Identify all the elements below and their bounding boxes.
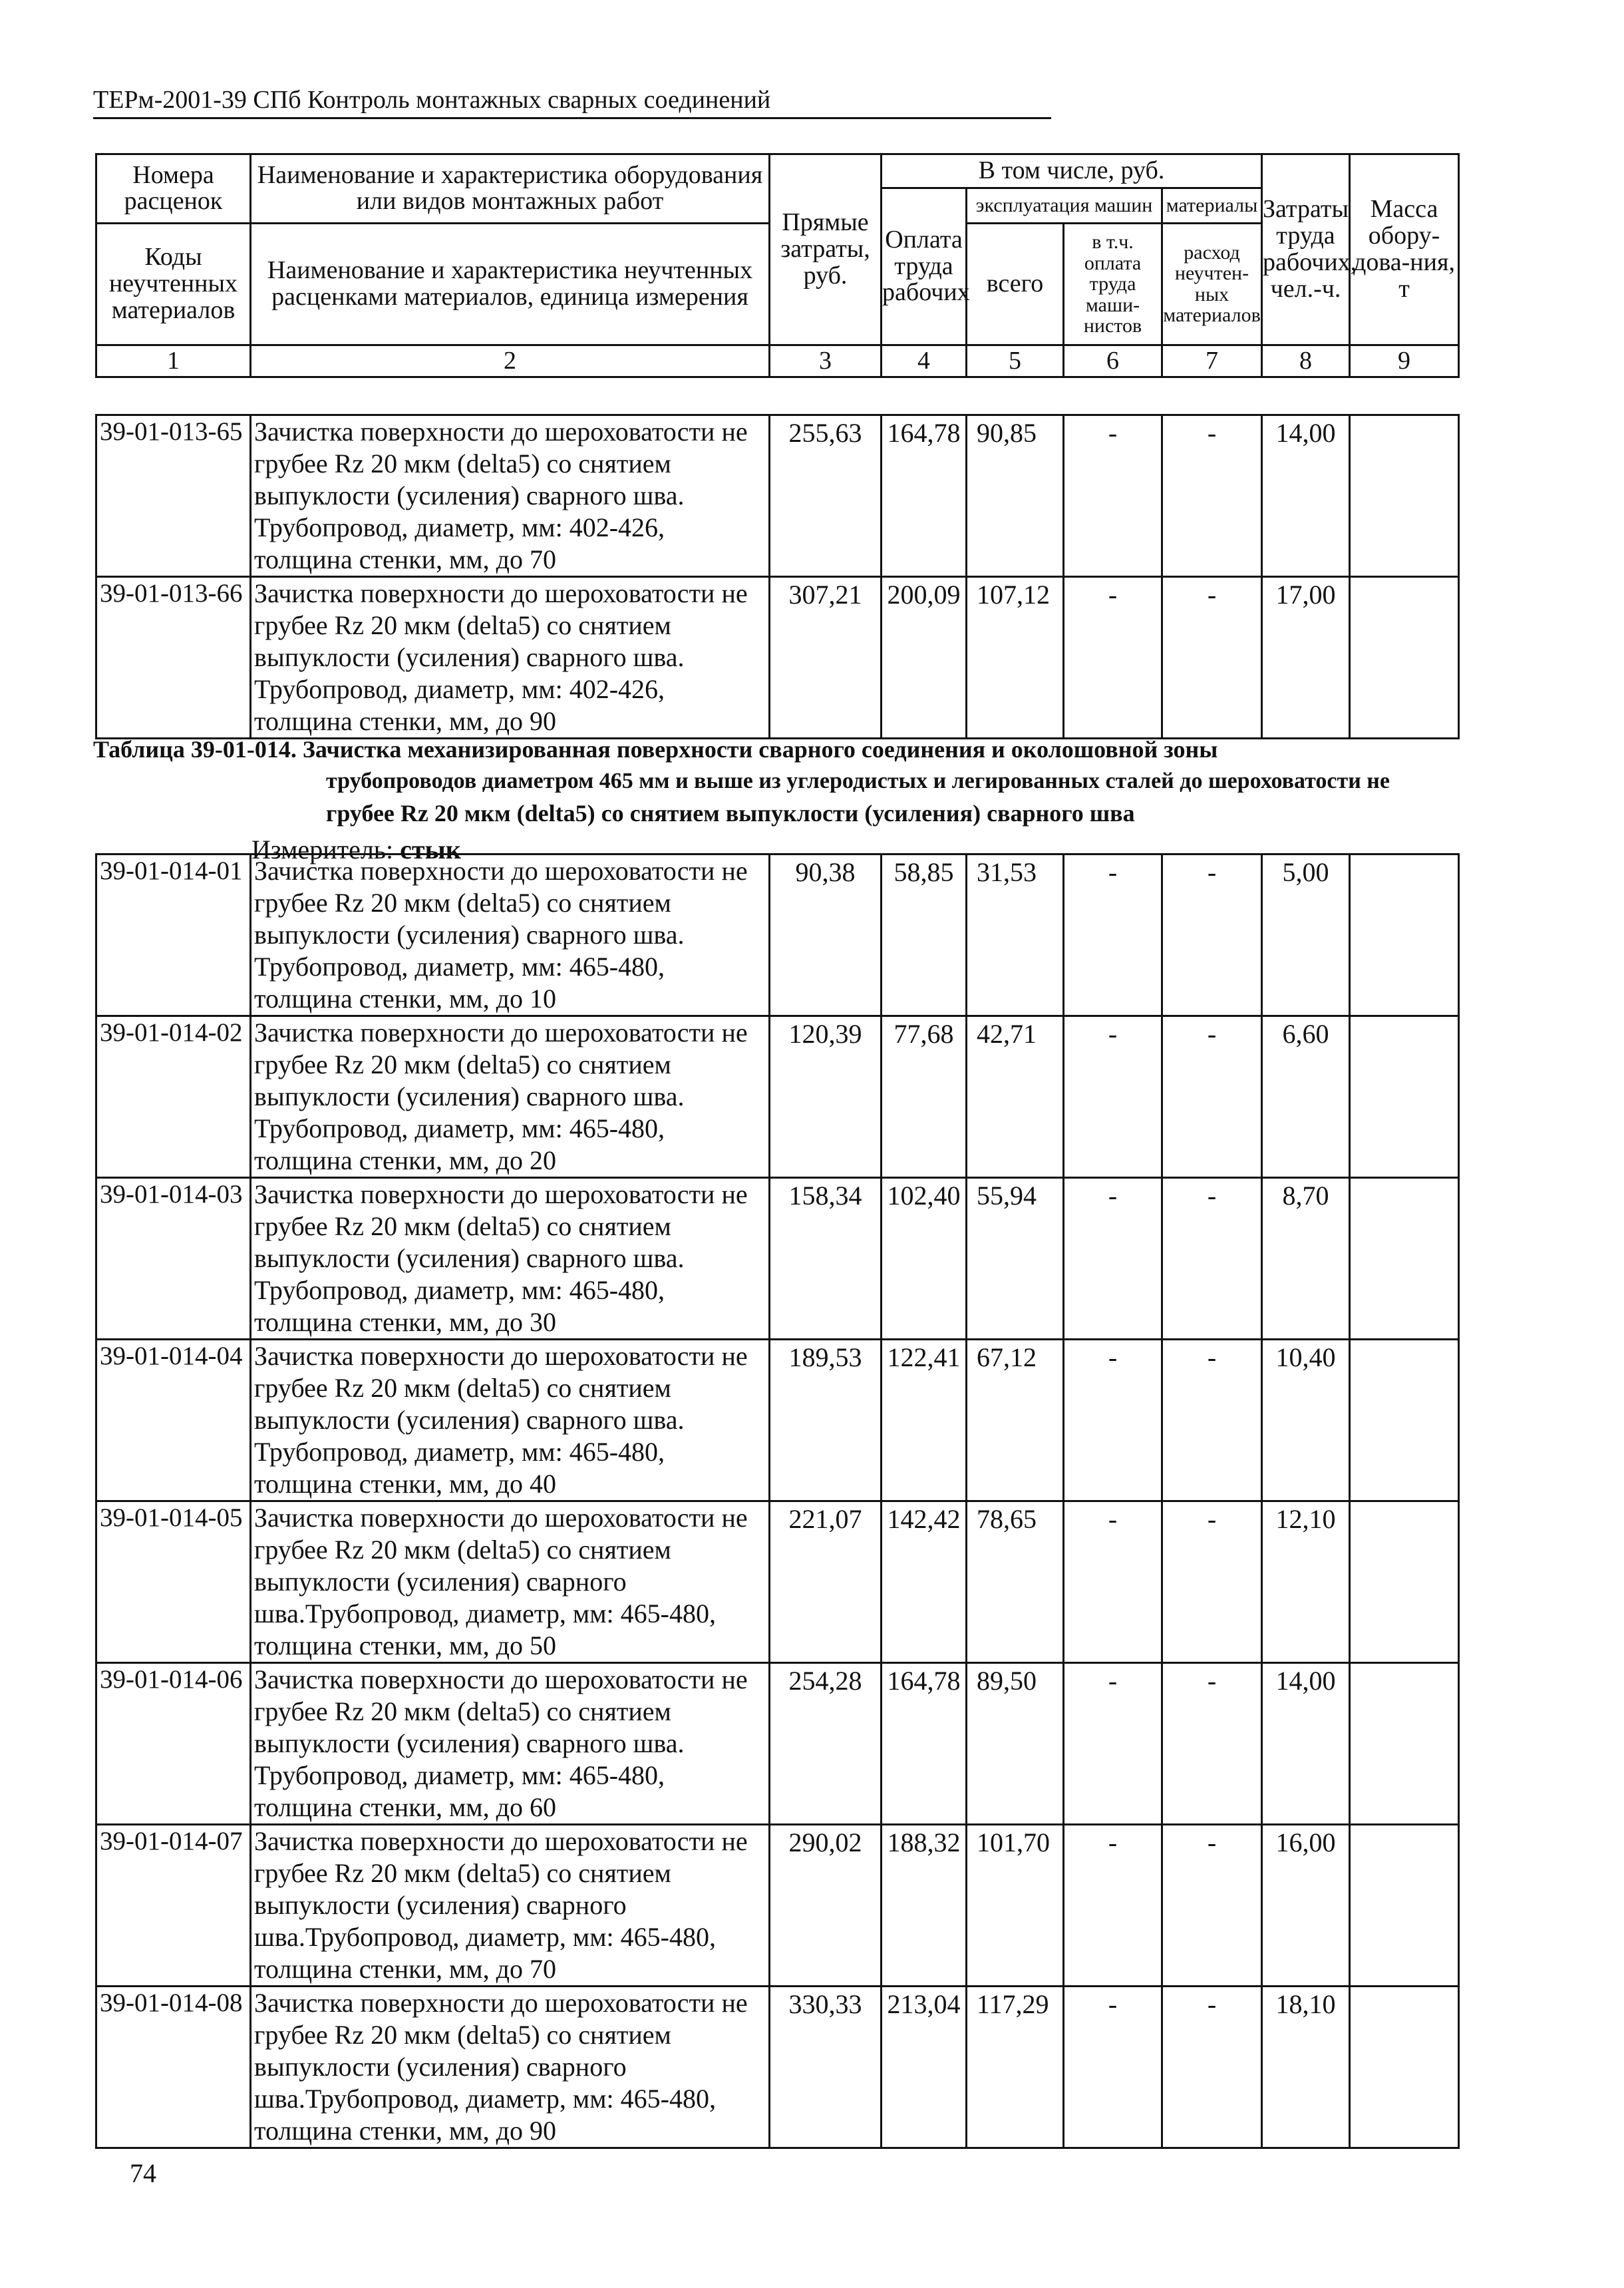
labor-pay-value: 77,68 xyxy=(882,1016,967,1178)
materials-value: - xyxy=(1162,1178,1262,1340)
table-row xyxy=(96,577,1459,739)
materials-value: - xyxy=(1162,1825,1262,1987)
mass-value xyxy=(1350,1987,1459,2148)
machinists-pay-value: - xyxy=(1064,855,1162,1016)
direct-costs-value: 120,39 xyxy=(770,1016,882,1178)
mass-value xyxy=(1350,1825,1459,1987)
rate-description: Зачистка поверхности до шероховатости не грубее Rz 20 мкм (delta5) со снятием выпуклости (усиления) сварного шва. Трубопровод, диаметр, мм: 465-480, толщина стенки, мм, до 60 xyxy=(251,1663,770,1825)
direct-costs-value: 189,53 xyxy=(770,1340,882,1501)
rate-code: 39-01-013-65 xyxy=(96,415,251,577)
rate-code: 39-01-013-66 xyxy=(96,577,251,739)
machines-total-value: 55,94 xyxy=(967,1178,1064,1340)
labor-hours-value: 8,70 xyxy=(1262,1178,1350,1340)
materials-value: - xyxy=(1162,1501,1262,1663)
labor-pay-value: 122,41 xyxy=(882,1340,967,1501)
labor-pay-value: 188,32 xyxy=(882,1825,967,1987)
labor-hours-value: 6,60 xyxy=(1262,1016,1350,1178)
column-number: 2 xyxy=(251,345,770,377)
mass-value xyxy=(1350,1178,1459,1340)
mass-value xyxy=(1350,415,1459,577)
measure-label: Измеритель: xyxy=(251,835,394,864)
table-row xyxy=(96,1178,1459,1340)
rate-code: 39-01-014-03 xyxy=(96,1178,251,1340)
header-work-name: Наименование и характеристика оборудования или видов монтажных работ xyxy=(251,154,770,224)
direct-costs-value: 90,38 xyxy=(770,855,882,1016)
rates-table-014 xyxy=(95,853,1460,2149)
rate-description: Зачистка поверхности до шероховатости не грубее Rz 20 мкм (delta5) со снятием выпуклости (усиления) сварного шва. Трубопровод, диаметр, мм: 465-480, толщина стенки, мм, до 30 xyxy=(251,1178,770,1340)
table-row xyxy=(96,1987,1459,2148)
rate-code: 39-01-014-05 xyxy=(96,1501,251,1663)
page-number: 74 xyxy=(130,2158,156,2188)
rate-code: 39-01-014-04 xyxy=(96,1340,251,1501)
rate-code: 39-01-014-02 xyxy=(96,1016,251,1178)
machines-total-value: 31,53 xyxy=(967,855,1064,1016)
rate-description: Зачистка поверхности до шероховатости не грубее Rz 20 мкм (delta5) со снятием выпуклости (усиления) сварного шва. Трубопровод, диаметр, мм: 465-480, толщина стенки, мм, до 40 xyxy=(251,1340,770,1501)
labor-pay-value: 142,42 xyxy=(882,1501,967,1663)
machinists-pay-value: - xyxy=(1064,577,1162,739)
header-unaccounted-consumption: расход неучтен-ных материалов xyxy=(1162,223,1262,345)
direct-costs-value: 158,34 xyxy=(770,1178,882,1340)
column-number: 9 xyxy=(1350,345,1459,377)
materials-value: - xyxy=(1162,1663,1262,1825)
labor-hours-value: 18,10 xyxy=(1262,1987,1350,2148)
header-materials: материалы xyxy=(1162,188,1262,223)
mass-value xyxy=(1350,1501,1459,1663)
machines-total-value: 101,70 xyxy=(967,1825,1064,1987)
table-row xyxy=(96,855,1459,1016)
header-labor-hours: Затраты труда рабочих, чел.-ч. xyxy=(1262,154,1350,345)
machinists-pay-value: - xyxy=(1064,1501,1162,1663)
column-number: 3 xyxy=(770,345,882,377)
direct-costs-value: 254,28 xyxy=(770,1663,882,1825)
column-number: 7 xyxy=(1162,345,1262,377)
materials-value: - xyxy=(1162,1987,1262,2148)
header-including-group: В том числе, руб. xyxy=(882,154,1262,188)
mass-value xyxy=(1350,1340,1459,1501)
mass-value xyxy=(1350,577,1459,739)
rate-description: Зачистка поверхности до шероховатости не грубее Rz 20 мкм (delta5) со снятием выпуклости (усиления) сварного шва.Трубопровод, диаметр, мм: 465-480, толщина стенки, мм, до 90 xyxy=(251,1987,770,2148)
machines-total-value: 117,29 xyxy=(967,1987,1064,2148)
rate-code: 39-01-014-07 xyxy=(96,1825,251,1987)
table-row xyxy=(96,1016,1459,1178)
header-unaccounted-codes: Коды неучтенных материалов xyxy=(96,223,251,345)
machinists-pay-value: - xyxy=(1064,1178,1162,1340)
header-machinists-pay: в т.ч. оплата труда маши-нистов xyxy=(1064,223,1162,345)
labor-pay-value: 164,78 xyxy=(882,415,967,577)
rates-table-013 xyxy=(95,414,1460,739)
machines-total-value: 67,12 xyxy=(967,1340,1064,1501)
rate-description: Зачистка поверхности до шероховатости не грубее Rz 20 мкм (delta5) со снятием выпуклости (усиления) сварного шва. Трубопровод, диаметр, мм: 402-426, толщина стенки, мм, до 90 xyxy=(251,577,770,739)
labor-hours-value: 17,00 xyxy=(1262,577,1350,739)
machines-total-value: 90,85 xyxy=(967,415,1064,577)
labor-pay-value: 58,85 xyxy=(882,855,967,1016)
header-direct-costs: Прямые затраты, руб. xyxy=(770,154,882,345)
table-row xyxy=(96,1340,1459,1501)
labor-pay-value: 200,09 xyxy=(882,577,967,739)
machinists-pay-value: - xyxy=(1064,1663,1162,1825)
labor-hours-value: 12,10 xyxy=(1262,1501,1350,1663)
table-title-line: трубопроводов диаметром 465 мм и выше из углеродистых и легированных сталей до шероховатости не xyxy=(326,769,1390,793)
mass-value xyxy=(1350,1016,1459,1178)
materials-value: - xyxy=(1162,415,1262,577)
machines-total-value: 78,65 xyxy=(967,1501,1064,1663)
rate-code: 39-01-014-06 xyxy=(96,1663,251,1825)
labor-hours-value: 5,00 xyxy=(1262,855,1350,1016)
materials-value: - xyxy=(1162,577,1262,739)
labor-hours-value: 14,00 xyxy=(1262,1663,1350,1825)
materials-value: - xyxy=(1162,855,1262,1016)
header-unaccounted-materials: Наименование и характеристика неучтенных расценками материалов, единица измерения xyxy=(251,223,770,345)
direct-costs-value: 290,02 xyxy=(770,1825,882,1987)
rate-description: Зачистка поверхности до шероховатости не грубее Rz 20 мкм (delta5) со снятием выпуклости (усиления) сварного шва. Трубопровод, диаметр, мм: 402-426, толщина стенки, мм, до 70 xyxy=(251,415,770,577)
direct-costs-value: 255,63 xyxy=(770,415,882,577)
machinists-pay-value: - xyxy=(1064,415,1162,577)
column-number: 6 xyxy=(1064,345,1162,377)
table-row xyxy=(96,1825,1459,1987)
table-row xyxy=(96,415,1459,577)
column-number: 8 xyxy=(1262,345,1350,377)
column-header-table xyxy=(95,153,1460,378)
document-header-title: ТЕРм-2001-39 СПб Контроль монтажных сварных соединений xyxy=(93,85,1051,119)
machines-total-value: 42,71 xyxy=(967,1016,1064,1178)
header-rate-numbers: Номера расценок xyxy=(96,154,251,224)
table-title-line: грубее Rz 20 мкм (delta5) со снятием выпуклости (усиления) сварного шва xyxy=(326,800,1135,827)
labor-pay-value: 164,78 xyxy=(882,1663,967,1825)
direct-costs-value: 307,21 xyxy=(770,577,882,739)
machines-total-value: 107,12 xyxy=(967,577,1064,739)
direct-costs-value: 330,33 xyxy=(770,1987,882,2148)
table-title-line: Таблица 39-01-014. Зачистка механизированная поверхности сварного соединения и околошовной зоны xyxy=(93,736,1218,763)
table-row xyxy=(96,1663,1459,1825)
mass-value xyxy=(1350,1663,1459,1825)
rate-description: Зачистка поверхности до шероховатости не грубее Rz 20 мкм (delta5) со снятием выпуклости (усиления) сварного шва.Трубопровод, диаметр, мм: 465-480, толщина стенки, мм, до 70 xyxy=(251,1825,770,1987)
materials-value: - xyxy=(1162,1016,1262,1178)
labor-pay-value: 102,40 xyxy=(882,1178,967,1340)
machinists-pay-value: - xyxy=(1064,1340,1162,1501)
rate-code: 39-01-014-08 xyxy=(96,1987,251,2148)
labor-hours-value: 16,00 xyxy=(1262,1825,1350,1987)
column-number: 5 xyxy=(967,345,1064,377)
header-equipment-mass: Масса обору-дова-ния, т xyxy=(1350,154,1459,345)
rate-code: 39-01-014-01 xyxy=(96,855,251,1016)
column-number: 4 xyxy=(882,345,967,377)
header-labor-pay: Оплата труда рабочих xyxy=(882,188,967,345)
machines-total-value: 89,50 xyxy=(967,1663,1064,1825)
mass-value xyxy=(1350,855,1459,1016)
materials-value: - xyxy=(1162,1340,1262,1501)
column-number: 1 xyxy=(96,345,251,377)
header-machines-total: всего xyxy=(967,223,1064,345)
labor-hours-value: 14,00 xyxy=(1262,415,1350,577)
table-014-title xyxy=(93,733,1490,829)
header-machine-operation: эксплуатация машин xyxy=(967,188,1162,223)
rate-description: Зачистка поверхности до шероховатости не грубее Rz 20 мкм (delta5) со снятием выпуклости (усиления) сварного шва. Трубопровод, диаметр, мм: 465-480, толщина стенки, мм, до 20 xyxy=(251,1016,770,1178)
machinists-pay-value: - xyxy=(1064,1825,1162,1987)
rate-description: Зачистка поверхности до шероховатости не грубее Rz 20 мкм (delta5) со снятием выпуклости (усиления) сварного шва.Трубопровод, диаметр, мм: 465-480, толщина стенки, мм, до 50 xyxy=(251,1501,770,1663)
labor-hours-value: 10,40 xyxy=(1262,1340,1350,1501)
labor-pay-value: 213,04 xyxy=(882,1987,967,2148)
rate-description: Зачистка поверхности до шероховатости не грубее Rz 20 мкм (delta5) со снятием выпуклости (усиления) сварного шва. Трубопровод, диаметр, мм: 465-480, толщина стенки, мм, до 10 xyxy=(251,855,770,1016)
machinists-pay-value: - xyxy=(1064,1987,1162,2148)
measure-value: стык xyxy=(400,835,461,864)
machinists-pay-value: - xyxy=(1064,1016,1162,1178)
table-row xyxy=(96,1501,1459,1663)
direct-costs-value: 221,07 xyxy=(770,1501,882,1663)
